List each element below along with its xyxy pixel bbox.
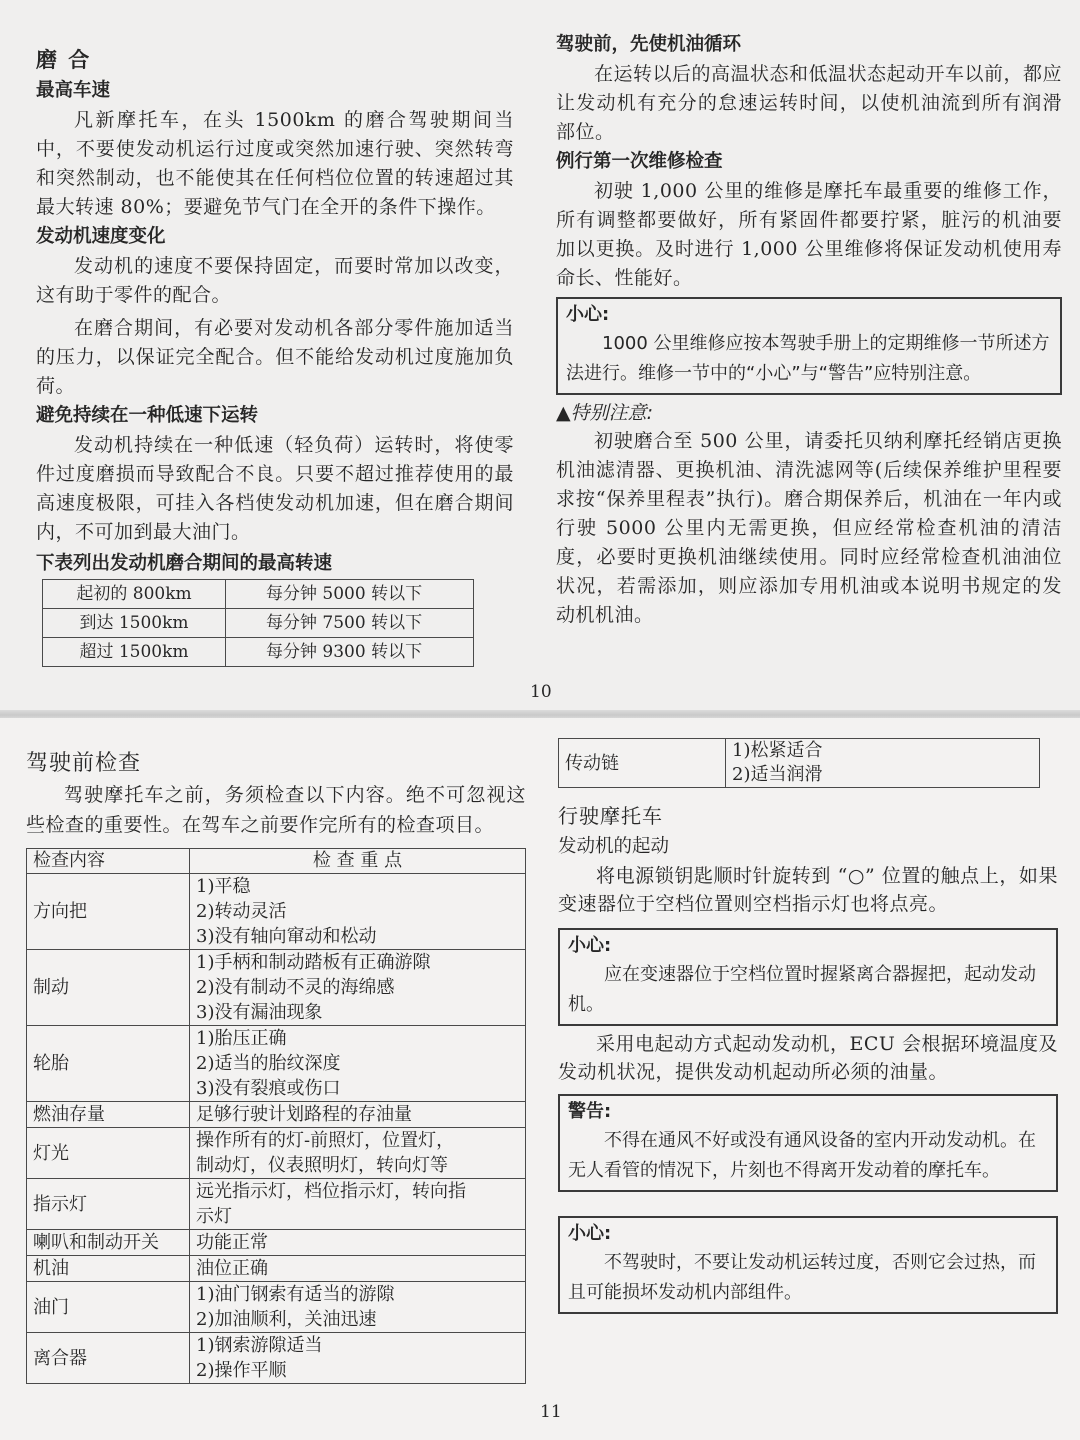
page-11: [0, 718, 1080, 1440]
caution-text: 应在变速器位于空档位置时握紧离合器握把，起动发动机。: [568, 964, 1036, 1015]
check-table-row: [27, 1179, 526, 1230]
warning-box-ventilation: [558, 1094, 1058, 1192]
check-item-cell: 指示灯: [27, 1179, 190, 1230]
check-points-cell: [190, 1333, 526, 1384]
chain-point: 2)适当润滑: [732, 764, 823, 785]
special-notice-text: 初驶磨合至 500 公里，请委托贝纳利摩托经销店更换机油滤清器、更换机油、清洗滤网等(后续保养维护里程要求按“保养里程表”执行)。磨合期保养后，机油在一年内或行驶 5000 公里内无需更换，但应经常检查机油的清洁度，必要时更换机油继续使用。同时应经常检查机油油位状况，若需添加，则应添加专用机油或本说明书规定的发动机机油。: [556, 430, 1062, 626]
check-item-cell: 方向把: [27, 874, 190, 950]
check-point: 3)没有漏油现象: [196, 1002, 323, 1023]
special-notice-heading: ▲特别注意:: [556, 402, 654, 424]
chain-point: 1)松紧适合: [732, 740, 823, 761]
chain-item: 传动链: [559, 739, 726, 788]
paragraph-max-speed: 凡新摩托车，在头 1500km 的磨合驾驶期间当中，不要使发动机运行过度或突然加速行驶、突然转弯和突然制动，也不能使其在任何档位位置的转速超过其最大转速 80%；要避免节气门在全开的条件下操作。: [36, 109, 514, 218]
check-table-row: [27, 1230, 526, 1256]
rpm-limit-table: [42, 579, 474, 667]
check-item-cell: 轮胎: [27, 1026, 190, 1102]
caution-text: 1000 公里维修应按本驾驶手册上的定期维修一节所述方法进行。维修一节中的“小心”与“警告”应特别注意。: [566, 333, 1050, 384]
check-point: 油位正确: [196, 1258, 268, 1279]
caution-box-overheat: [558, 1216, 1058, 1314]
paragraph-engine-speed-2: 在磨合期间，有必要对发动机各部分零件施加适当的压力，以保证完全配合。但不能给发动机过度施加负荷。: [36, 317, 514, 397]
caution-box-maintenance: [556, 297, 1062, 395]
paragraph-engine-start: 将电源锁钥匙顺时针旋转到 “○” 位置的触点上，如果变速器位于空档位置则空档指示灯也将点亮。: [558, 865, 1058, 915]
caution-label: 小心:: [568, 935, 612, 956]
section-title-breakin: 磨 合: [36, 48, 92, 72]
check-points-cell: [190, 1230, 526, 1256]
table-header-points: 检 查 重 点: [190, 849, 526, 874]
check-table-row: [27, 1282, 526, 1333]
heading-max-speed: 最高车速: [36, 80, 111, 101]
check-point: 示灯: [196, 1206, 232, 1227]
check-point: 1)胎压正确: [196, 1028, 287, 1049]
page10-left-column: [36, 44, 514, 667]
rpm-table-row: [43, 609, 474, 638]
heading-first-maintenance: 例行第一次维修检查: [556, 151, 723, 172]
heading-avoid-low-speed: 避免持续在一种低速下运转: [36, 405, 259, 426]
rpm-limit-cell: 每分钟 9300 转以下: [226, 638, 474, 667]
check-point: 2)操作平顺: [196, 1360, 287, 1381]
check-point: 远光指示灯，档位指示灯，转向指: [196, 1181, 466, 1202]
rpm-table-row: [43, 580, 474, 609]
paragraph-first-maintenance: 初驶 1,000 公里的维修是摩托车最重要的维修工作，所有调整都要做好，所有紧固件都要拧紧，脏污的机油要加以更换。及时进行 1,000 公里维修将保证发动机使用寿命长、性能好。: [556, 180, 1062, 289]
section-title-pre-ride-check: 驾驶前检查: [26, 751, 142, 776]
check-point: 1)油门钢索有适当的游隙: [196, 1284, 395, 1305]
check-point: 3)没有裂痕或伤口: [196, 1078, 341, 1099]
check-table-row: [27, 1128, 526, 1179]
table-header-item: 检查内容: [27, 849, 190, 874]
check-point: 足够行驶计划路程的存油量: [196, 1104, 412, 1125]
paragraph-avoid-low-speed: 发动机持续在一种低速（轻负荷）运转时，将使零件过度磨损而导致配合不良。只要不超过推荐使用的最高速度极限，可挂入各档使发动机加速，但在磨合期间内，不可加到最大油门。: [36, 434, 514, 543]
check-item-cell: 灯光: [27, 1128, 190, 1179]
rpm-limit-cell: 每分钟 5000 转以下: [226, 580, 474, 609]
check-item-cell: 机油: [27, 1256, 190, 1282]
rpm-range-cell: 到达 1500km: [43, 609, 226, 638]
check-points-cell: [190, 1128, 526, 1179]
check-point: 2)适当的胎纹深度: [196, 1053, 341, 1074]
check-points-cell: [190, 1282, 526, 1333]
drive-chain-table: [558, 738, 1040, 788]
page-number-10: 10: [530, 682, 552, 702]
heading-engine-speed-variation: 发动机速度变化: [36, 226, 166, 247]
rpm-table-caption: 下表列出发动机磨合期间的最高转速: [36, 553, 333, 574]
heading-riding: 行驶摩托车: [558, 804, 663, 828]
heading-engine-start: 发动机的起动: [558, 836, 670, 857]
rpm-limit-cell: 每分钟 7500 转以下: [226, 609, 474, 638]
check-item-cell: 燃油存量: [27, 1102, 190, 1128]
check-point: 1)钢索游隙适当: [196, 1335, 323, 1356]
paragraph-oil-circulation: 在运转以后的高温状态和低温状态起动开车以前，都应让发动机有充分的怠速运转时间，以使机油流到所有润滑部位。: [556, 63, 1063, 143]
check-points-cell: [190, 1026, 526, 1102]
caution-box-neutral: [558, 928, 1058, 1026]
chain-points: [726, 739, 1040, 788]
check-item-cell: 制动: [27, 950, 190, 1026]
page10-right-column: [556, 30, 1062, 630]
page11-left-column: [26, 748, 526, 1384]
caution-label: 小心:: [566, 304, 610, 325]
check-table-row: [27, 1333, 526, 1384]
check-table-row: [27, 1102, 526, 1128]
warning-text: 不得在通风不好或没有通风设备的室内开动发动机。在无人看管的情况下，片刻也不得离开发动着的摩托车。: [568, 1130, 1036, 1181]
caution-label: 小心:: [568, 1223, 612, 1244]
check-points-cell: [190, 874, 526, 950]
check-table-row: [27, 1026, 526, 1102]
check-point: 2)转动灵活: [196, 901, 287, 922]
check-point: 3)没有轴向窜动和松动: [196, 926, 377, 947]
check-points-cell: [190, 950, 526, 1026]
page11-right-column: [558, 738, 1058, 1314]
check-item-cell: 喇叭和制动开关: [27, 1230, 190, 1256]
check-points-cell: [190, 1102, 526, 1128]
check-point: 2)没有制动不灵的海绵感: [196, 977, 395, 998]
rpm-table-row: [43, 638, 474, 667]
check-point: 操作所有的灯-前照灯，位置灯，: [196, 1130, 455, 1151]
pre-ride-check-table: [26, 848, 526, 1384]
paragraph-electric-start: 采用电起动方式起动发动机，ECU 会根据环境温度及发动机状况，提供发动机起动所必须的油量。: [558, 1033, 1058, 1083]
check-point: 功能正常: [196, 1232, 268, 1253]
paragraph-pre-ride-intro: 驾驶摩托车之前，务须检查以下内容。绝不可忽视这些检查的重要性。在驾车之前要作完所有的检查项目。: [26, 784, 526, 836]
caution-text: 不驾驶时，不要让发动机运转过度，否则它会过热，而且可能损坏发动机内部组件。: [568, 1252, 1036, 1303]
check-points-cell: [190, 1256, 526, 1282]
check-table-row: [27, 950, 526, 1026]
heading-oil-circulation: 驾驶前，先使机油循环: [556, 34, 742, 55]
check-item-cell: 油门: [27, 1282, 190, 1333]
check-table-row: [27, 874, 526, 950]
warning-label: 警告:: [568, 1101, 612, 1122]
check-points-cell: [190, 1179, 526, 1230]
check-table-row: [27, 1256, 526, 1282]
rpm-range-cell: 起初的 800km: [43, 580, 226, 609]
page-10: [0, 0, 1080, 712]
rpm-range-cell: 超过 1500km: [43, 638, 226, 667]
check-point: 1)手柄和制动踏板有正确游隙: [196, 952, 431, 973]
check-point: 制动灯，仪表照明灯，转向灯等: [196, 1155, 448, 1176]
page-number-11: 11: [540, 1402, 562, 1422]
paragraph-engine-speed-1: 发动机的速度不要保持固定，而要时常加以改变，这有助于零件的配合。: [36, 255, 514, 306]
check-point: 2)加油顺利，关油迅速: [196, 1309, 377, 1330]
check-item-cell: 离合器: [27, 1333, 190, 1384]
check-point: 1)平稳: [196, 876, 251, 897]
